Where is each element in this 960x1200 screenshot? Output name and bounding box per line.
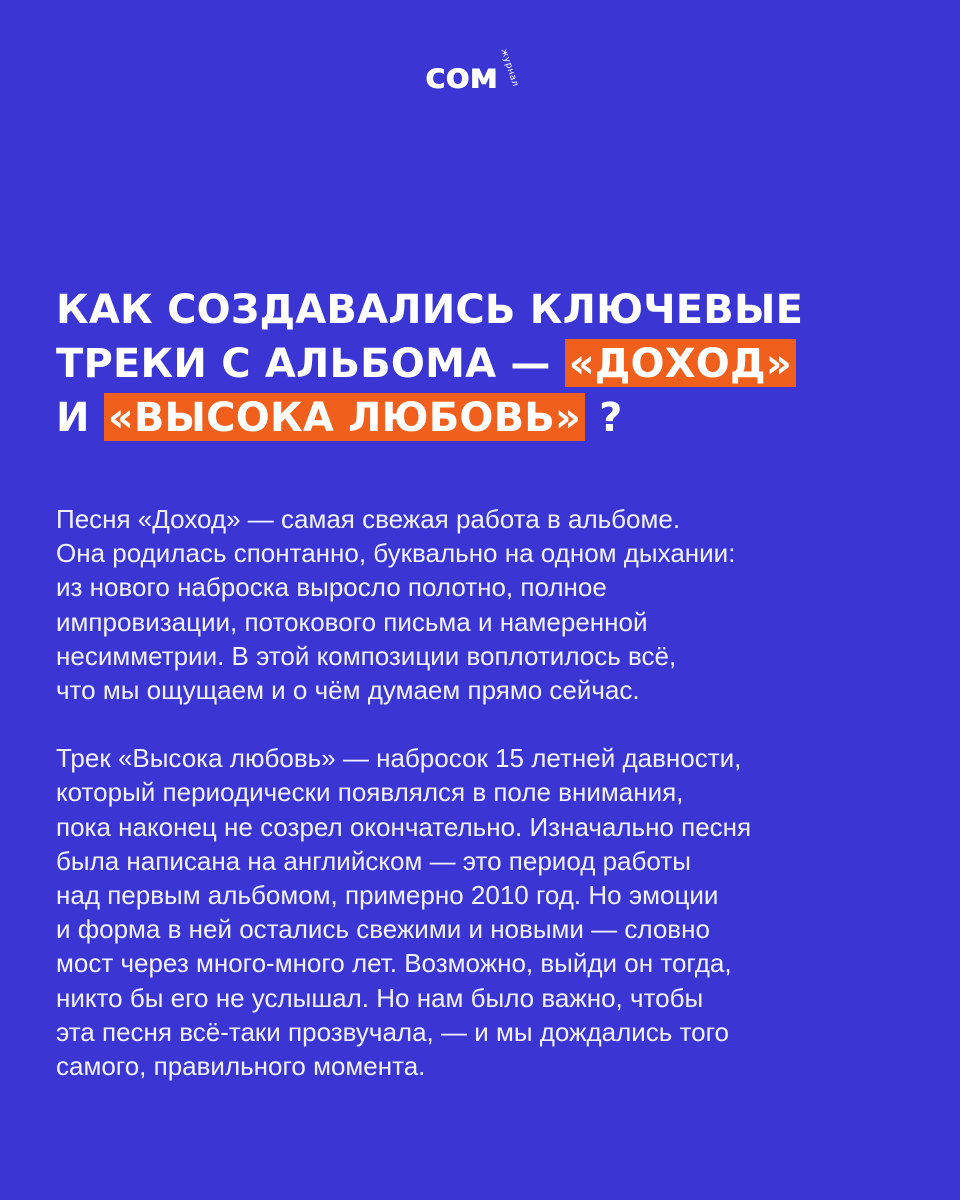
headline-line-2-text: ТРЕКИ С АЛЬБОМА — xyxy=(56,341,565,387)
paragraph-line: Трек «Высока любовь» — набросок 15 летней давности, xyxy=(56,743,742,774)
headline-question-mark: ? xyxy=(585,395,623,441)
paragraph-line: самого, правильного момента. xyxy=(56,1051,426,1082)
headline-line-2 xyxy=(56,337,916,391)
paragraph-line: эта песня всё-таки прозвучала, — и мы дождались того xyxy=(56,1016,730,1047)
paragraph-vysoka-lyubov xyxy=(56,741,926,1083)
paragraph-line: несимметрии. В этой композиции воплотилось всё, xyxy=(56,640,677,671)
paragraph-line: мост через много-много лет. Возможно, выйди он тогда, xyxy=(56,948,732,979)
paragraph-line: импровизации, потокового письма и намеренной xyxy=(56,606,648,637)
paragraph-line: что мы ощущаем и о чём думаем прямо сейчас. xyxy=(56,675,640,706)
paragraph-line: который периодически появлялся в поле внимания, xyxy=(56,777,684,808)
headline-line-3 xyxy=(56,391,916,445)
logo-wordmark: сом xyxy=(425,56,498,97)
article-body xyxy=(56,502,926,1117)
paragraph-line: никто бы его не услышал. Но нам было важно, чтобы xyxy=(56,982,704,1013)
paragraph-line: Она родилась спонтанно, буквально на одном дыхании: xyxy=(56,538,736,569)
logo xyxy=(0,48,960,104)
paragraph-line: Песня «Доход» — самая свежая работа в альбоме. xyxy=(56,504,681,534)
logo-subtitle: журнал xyxy=(498,47,521,89)
highlight-dohod: «ДОХОД» xyxy=(565,339,796,387)
highlight-vysoka-lyubov: «ВЫСОКА ЛЮБОВЬ» xyxy=(104,393,585,441)
paragraph-line: пока наконец не созрел окончательно. Изначально песня xyxy=(56,811,752,842)
paragraph-dohod xyxy=(56,502,926,707)
paragraph-line: над первым альбомом, примерно 2010 год. Но эмоции xyxy=(56,880,719,911)
paragraph-line: и форма в ней остались свежими и новыми — словно xyxy=(56,914,710,945)
paragraph-line: была написана на английском — это период работы xyxy=(56,845,691,876)
headline-line-3-text: И xyxy=(56,395,104,441)
paragraph-line: из нового наброска выросло полотно, полное xyxy=(56,572,607,603)
headline xyxy=(56,283,916,445)
headline-line-1: КАК СОЗДАВАЛИСЬ КЛЮЧЕВЫЕ xyxy=(56,287,804,333)
